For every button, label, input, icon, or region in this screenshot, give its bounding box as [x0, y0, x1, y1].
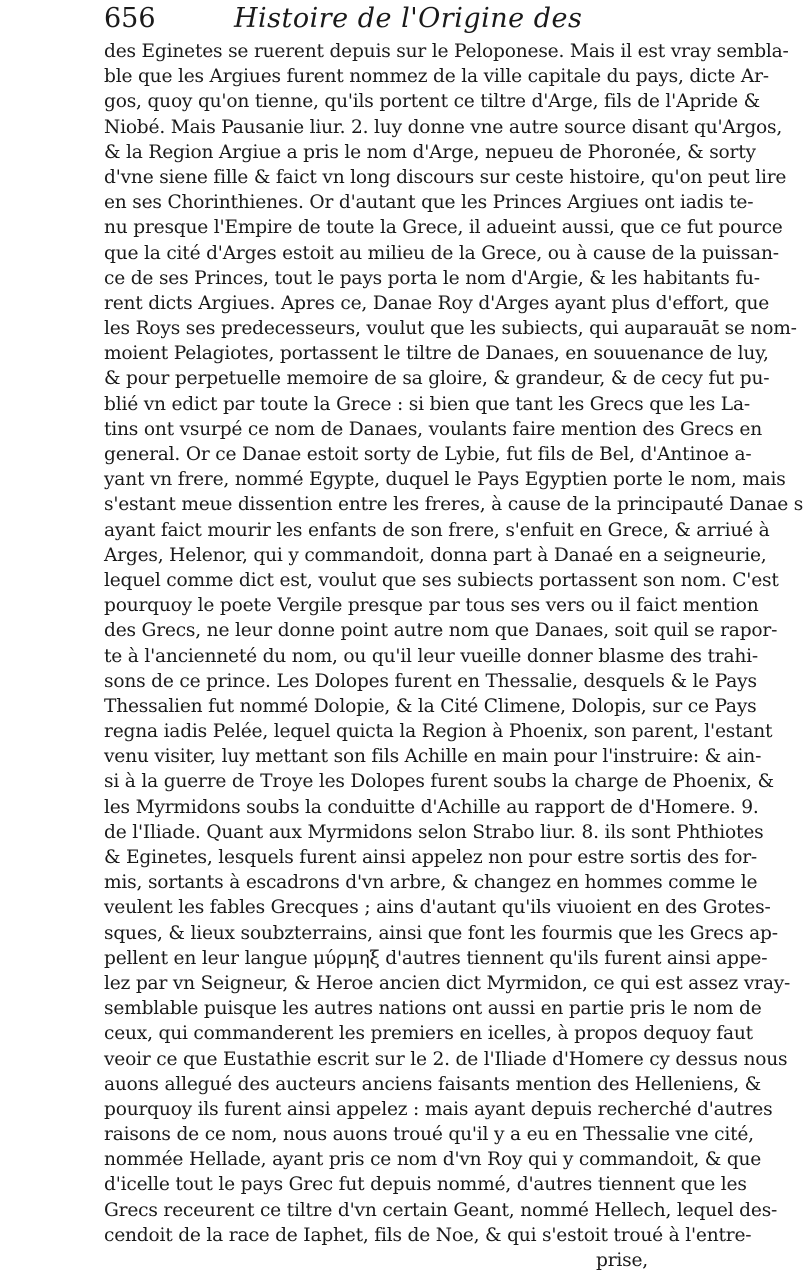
- running-head: [104, 0, 644, 40]
- text-line: lez par vn Seigneur, & Heroe ancien dict Myrmidon, ce qui est assez vray-: [104, 972, 791, 994]
- text-line: veulent les fables Grecques ; ains d'autant qu'ils viuoient en des Grotes-: [104, 897, 771, 919]
- text-line: mis, sortants à escadrons d'vn arbre, & changez en hommes comme le: [104, 872, 758, 894]
- text-line: blié vn edict par toute la Grece : si bien que tant les Grecs que les La-: [104, 393, 750, 415]
- text-line: pourquoy le poete Vergile presque par tous ses vers ou il faict mention: [104, 595, 759, 617]
- text-line: prise,: [596, 1250, 648, 1271]
- text-line: tins ont vsurpé ce nom de Danaes, voulants faire mention des Grecs en: [104, 418, 762, 440]
- text-line: de l'Iliade. Quant aux Myrmidons selon Strabo liur. 8. ils sont Phthiotes: [104, 821, 764, 843]
- text-line: Thessalien fut nommé Dolopie, & la Cité Climene, Dolopis, sur ce Pays: [104, 695, 757, 717]
- text-line: des Eginetes se ruerent depuis sur le Peloponese. Mais il est vray sembla-: [104, 41, 789, 62]
- page-number: 656: [104, 3, 156, 34]
- text-line: nu presque l'Empire de toute la Grece, il adueint aussi, que ce fut pource: [104, 217, 783, 239]
- text-line: nommée Hellade, ayant pris ce nom d'vn Roy qui y commandoit, & que: [104, 1149, 762, 1171]
- text-line: ble que les Argiues furent nommez de la ville capitale du pays, dicte Ar-: [104, 66, 769, 88]
- text-line: Grecs receurent ce tiltre d'vn certain Geant, nommé Hellech, lequel des-: [104, 1199, 778, 1221]
- text-line: sons de ce prince. Les Dolopes furent en Thessalie, desquels & le Pays: [104, 670, 757, 692]
- text-line: semblable puisque les autres nations ont aussi en partie pris le nom de: [104, 998, 762, 1020]
- text-line: pourquoy ils furent ainsi appelez : mais ayant depuis recherché d'autres: [104, 1098, 773, 1120]
- body-text: [104, 39, 803, 1273]
- text-line: d'vne siene fille & faict vn long discours sur ceste histoire, qu'on peut lire: [104, 166, 787, 188]
- text-line: general. Or ce Danae estoit sorty de Lybie, fut fils de Bel, d'Antinoe a-: [104, 444, 752, 465]
- text-line: raisons de ce nom, nous auons troué qu'il y a eu en Thessalie vne cité,: [104, 1124, 754, 1146]
- text-line: & Eginetes, lesquels furent ainsi appelez non pour estre sortis des for-: [104, 847, 757, 868]
- text-line: cendoit de la race de Iaphet, fils de Noe, & qui s'estoit troué à l'entre-: [104, 1224, 752, 1246]
- text-line: & pour perpetuelle memoire de sa gloire, & grandeur, & de cecy fut pu-: [104, 368, 770, 390]
- text-line: des Grecs, ne leur donne point autre nom que Danaes, soit quil se rapor-: [104, 620, 778, 642]
- text-line: les Roys ses predecesseurs, voulut que les subiects, qui auparauāt se nom-: [104, 318, 797, 340]
- text-line: venu visiter, luy mettant son fils Achille en main pour l'instruire: & ain-: [104, 746, 762, 768]
- running-title: Histoire de l'Origine des: [234, 3, 583, 34]
- text-line: sques, & lieux soubzterrains, ainsi que font les fourmis que les Grecs ap-: [104, 922, 778, 944]
- text-line: s'estant meue dissention entre les freres, à cause de la principauté Danae s: [104, 494, 803, 516]
- text-line: Niobé. Mais Pausanie liur. 2. luy donne vne autre source disant qu'Argos,: [104, 116, 783, 138]
- text-line: lequel comme dict est, voulut que ses subiects portassent son nom. C'est: [104, 569, 779, 591]
- text-line: les Myrmidons soubs la conduitte d'Achille au rapport de d'Homere. 9.: [104, 796, 759, 818]
- text-line: auons allegué des aucteurs anciens faisants mention des Helleniens, &: [104, 1073, 761, 1095]
- text-line: ayant faict mourir les enfants de son frere, s'enfuit en Grece, & arriué à: [104, 519, 770, 541]
- text-line: d'icelle tout le pays Grec fut depuis nommé, d'autres tiennent que les: [104, 1174, 747, 1196]
- text-line: en ses Chorinthienes. Or d'autant que les Princes Argiues ont iadis te-: [104, 192, 754, 214]
- text-line: pellent en leur langue μύρμηξ d'autres tiennent qu'ils furent ainsi appe-: [104, 947, 768, 969]
- text-line: yant vn frere, nommé Egypte, duquel le Pays Egyptien porte le nom, mais: [104, 469, 786, 491]
- text-line: gos, quoy qu'on tienne, qu'ils portent ce tiltre d'Arge, fils de l'Apride &: [104, 91, 761, 113]
- text-line: Arges, Helenor, qui y commandoit, donna part à Danaé en a seigneurie,: [104, 544, 767, 566]
- text-line: & la Region Argiue a pris le nom d'Arge, nepueu de Phoronée, & sorty: [104, 141, 756, 163]
- text-line: si à la guerre de Troye les Dolopes furent soubs la charge de Phoenix, &: [104, 771, 774, 793]
- text-line: veoir ce que Eustathie escrit sur le 2. de l'Iliade d'Homere cy dessus nous: [104, 1048, 788, 1070]
- text-line: regna iadis Pelée, lequel quicta la Region à Phoenix, son parent, l'estant: [104, 721, 773, 743]
- text-line: rent dicts Argiues. Apres ce, Danae Roy d'Arges ayant plus d'effort, que: [104, 292, 770, 314]
- text-line: ceux, qui commanderent les premiers en icelles, à propos dequoy faut: [104, 1023, 753, 1045]
- text-line: moient Pelagiotes, portassent le tiltre de Danaes, en souuenance de luy,: [104, 343, 769, 365]
- text-line: te à l'ancienneté du nom, ou qu'il leur vueille donner blasme des trahi-: [104, 645, 758, 667]
- text-line: que la cité d'Arges estoit au milieu de la Grece, ou à cause de la puissan-: [104, 242, 779, 264]
- text-line: ce de ses Princes, tout le pays porta le nom d'Argie, & les habitants fu-: [104, 267, 760, 289]
